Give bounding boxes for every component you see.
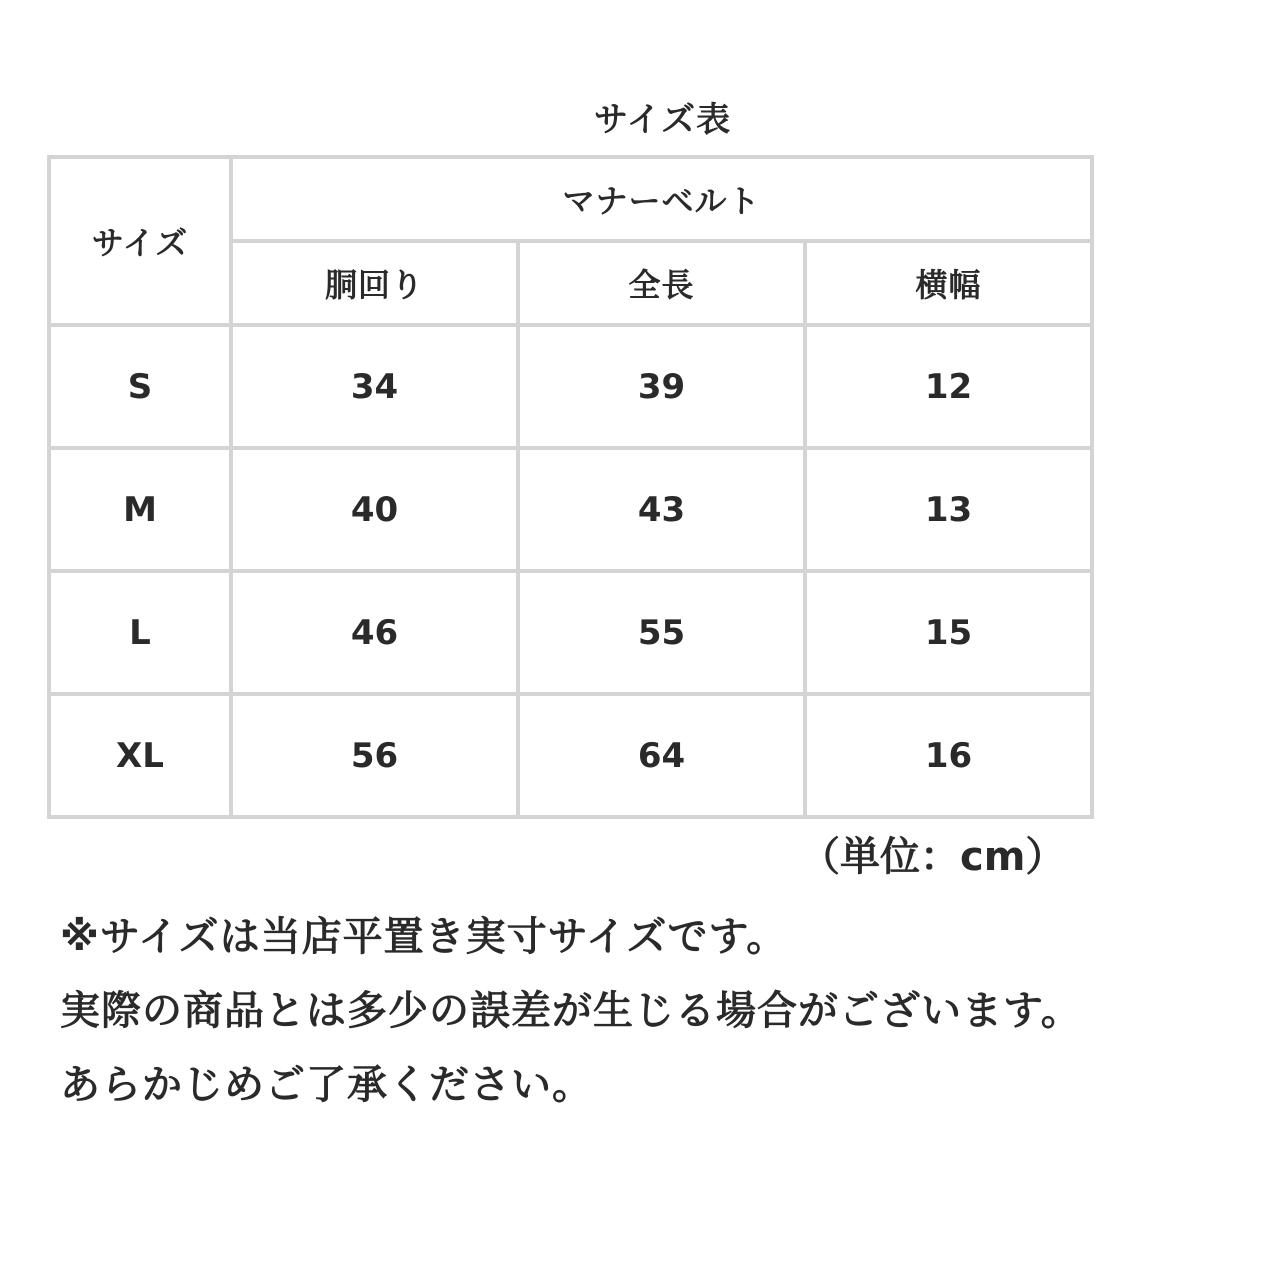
value-cell-length: 39 xyxy=(518,325,805,448)
value-cell-width: 13 xyxy=(805,448,1092,571)
table-row xyxy=(49,694,1092,817)
value-cell-waist: 40 xyxy=(231,448,518,571)
note-line: あらかじめご了承ください。 xyxy=(60,1062,593,1108)
value-cell-width: 12 xyxy=(805,325,1092,448)
table-row xyxy=(49,571,1092,694)
column-header-length: 全長 xyxy=(518,241,805,325)
table-row xyxy=(49,448,1092,571)
size-cell: S xyxy=(49,325,231,448)
note-line: 実際の商品とは多少の誤差が生じる場合がございます。 xyxy=(60,988,1082,1034)
value-cell-length: 43 xyxy=(518,448,805,571)
size-cell: M xyxy=(49,448,231,571)
value-cell-waist: 56 xyxy=(231,694,518,817)
table-row xyxy=(49,325,1092,448)
value-cell-waist: 46 xyxy=(231,571,518,694)
value-cell-length: 64 xyxy=(518,694,805,817)
value-cell-width: 15 xyxy=(805,571,1092,694)
size-cell: L xyxy=(49,571,231,694)
notes-block xyxy=(60,900,1082,1122)
value-cell-length: 55 xyxy=(518,571,805,694)
value-cell-width: 16 xyxy=(805,694,1092,817)
note-line: ※サイズは当店平置き実寸サイズです。 xyxy=(60,914,788,960)
page-title: サイズ表 xyxy=(593,100,732,140)
value-cell-waist: 34 xyxy=(231,325,518,448)
size-table xyxy=(47,155,1094,819)
product-header-cell: マナーベルト xyxy=(231,157,1092,241)
size-header-cell: サイズ xyxy=(49,157,231,325)
column-header-waist: 胴回り xyxy=(231,241,518,325)
size-cell: XL xyxy=(49,694,231,817)
column-header-width: 横幅 xyxy=(805,241,1092,325)
table-header-row xyxy=(49,157,1092,241)
unit-note: （単位：cm） xyxy=(800,834,1066,880)
